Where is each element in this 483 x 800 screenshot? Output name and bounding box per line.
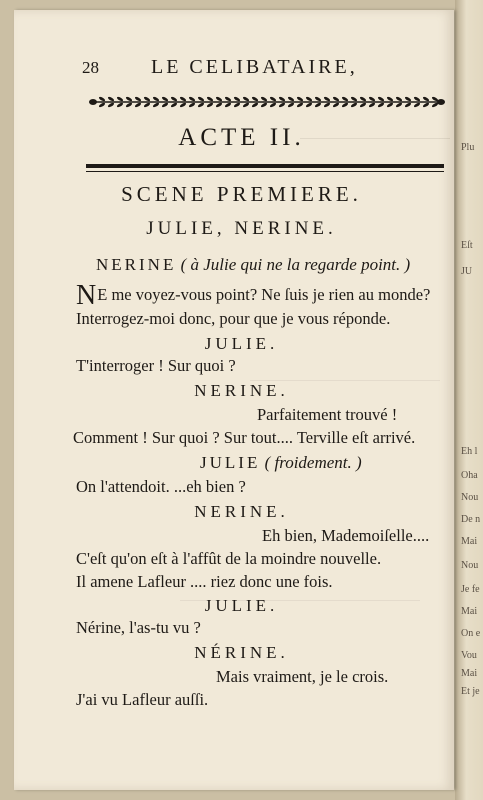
page-number: 28 <box>82 58 99 77</box>
edge-text: De n <box>461 514 481 525</box>
drop-cap: N <box>76 280 97 311</box>
edge-text: Vou <box>461 650 477 661</box>
edge-text: Et je <box>461 686 480 697</box>
speaker-name: NERINE. <box>194 502 289 521</box>
stage-direction: ( froidement. ) <box>264 453 362 472</box>
running-title: LE CELIBATAIRE, <box>151 56 358 78</box>
speaker-line <box>200 453 362 473</box>
speaker-name: NERINE <box>96 255 177 274</box>
verse-line: Il amene Lafleur .... riez donc une fois. <box>76 572 333 591</box>
garland-ornament <box>88 95 446 109</box>
verse-line: Comment ! Sur quoi ? Sur tout.... Terville eſt arrivé. <box>73 428 416 447</box>
speaker-name: JULIE. <box>204 596 279 615</box>
edge-text: Eh l <box>461 446 478 457</box>
act-heading: ACTE II. <box>178 124 305 151</box>
thick-rule <box>86 164 444 168</box>
speaker-name: NERINE. <box>194 381 289 400</box>
verse-line: T'interroger ! Sur quoi ? <box>76 356 236 375</box>
edge-text: Mai <box>461 536 478 547</box>
edge-text: Nou <box>461 560 479 571</box>
verse-line: On l'attendoit. ...eh bien ? <box>76 477 246 496</box>
edge-text: Eſt <box>461 240 473 251</box>
scene-heading: SCENE PREMIERE. <box>121 182 362 206</box>
edge-text: Oha <box>461 470 478 481</box>
edge-text: Mai <box>461 668 478 679</box>
thin-rule <box>86 171 444 172</box>
edge-text: On e <box>461 628 481 639</box>
edge-text: Nou <box>461 492 479 503</box>
verse-text: E me voyez-vous point? Ne ſuis je rien au monde? <box>97 285 431 304</box>
edge-text: Mai <box>461 606 478 617</box>
verse-line: Nérine, l'as-tu vu ? <box>76 618 201 637</box>
verse-line: C'eſt qu'on eſt à l'affût de la moindre nouvelle. <box>76 549 382 568</box>
speaker-name: JULIE <box>200 453 261 472</box>
edge-text: JU <box>461 266 473 277</box>
speaker-name: NÉRINE. <box>194 643 289 662</box>
speaker-line <box>96 255 410 275</box>
verse-line: Eh bien, Mademoiſelle.... <box>262 526 430 545</box>
verse-line: Interrogez-moi donc, pour que je vous réponde. <box>76 309 391 328</box>
verse-line: Mais vraiment, je le crois. <box>216 667 389 686</box>
cast-list: JULIE, NERINE. <box>146 218 337 239</box>
verse-line: Parfaitement trouvé ! <box>257 405 398 424</box>
speaker-name: JULIE. <box>204 334 279 353</box>
stage-direction: ( à Julie qui ne la regarde point. ) <box>180 255 411 274</box>
edge-text: Plu <box>461 142 475 153</box>
verse-line: J'ai vu Lafleur auſſi. <box>76 690 209 709</box>
verse-line <box>76 280 430 312</box>
edge-text: Je fe <box>461 584 480 595</box>
